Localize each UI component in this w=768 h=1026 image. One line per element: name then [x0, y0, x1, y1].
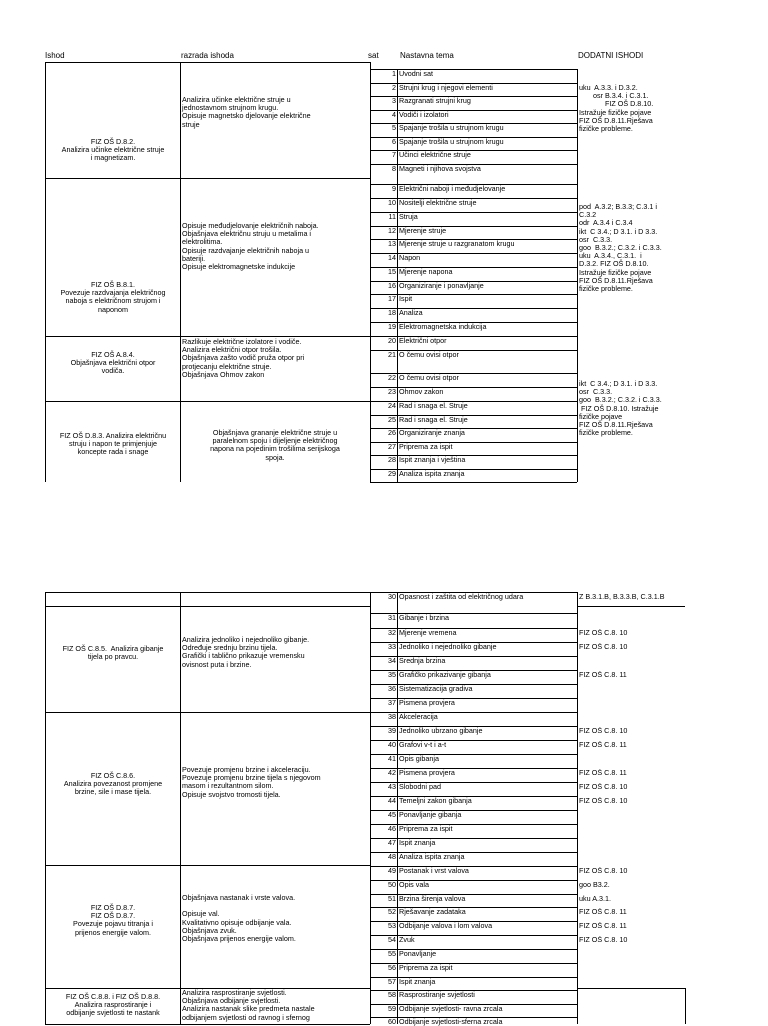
topic-cell: O čemu ovisi otpor	[399, 374, 459, 382]
row-number: 39	[388, 727, 396, 735]
row-number: 27	[388, 443, 396, 451]
topic-cell: Gibanje i brzina	[399, 614, 449, 622]
elaboration-cell: Analizira rasprostiranje svjetlosti. Objašnjava odbijanje svjetlosti. Analizira nastanak slike predmeta nastale odbijanjem svjetlosti od ravnog i sfernog	[182, 988, 315, 1022]
row-number: 29	[388, 470, 396, 478]
topic-cell: Strujni krug i njegovi elementi	[399, 84, 493, 92]
row-number: 23	[388, 388, 396, 396]
row-number: 6	[392, 138, 396, 146]
topic-cell: Opis vala	[399, 881, 429, 889]
row-number: 46	[388, 825, 396, 833]
topic-cell: Nositelji električne struje	[399, 199, 477, 207]
row-number: 56	[388, 964, 396, 972]
grid-line	[45, 62, 370, 63]
topic-cell: Organiziranje i ponavljanje	[399, 282, 484, 290]
row-number: 15	[388, 268, 396, 276]
row-number: 60	[388, 1018, 396, 1026]
topic-cell: Odbijanje svjetlosti-sferna zrcala	[399, 1018, 503, 1026]
row-number: 31	[388, 614, 396, 622]
additional-outcome: FIZ OŠ C.8. 10	[579, 643, 628, 651]
topic-cell: Priprema za ispit	[399, 964, 453, 972]
row-number: 35	[388, 671, 396, 679]
header-sat: sat	[368, 51, 379, 60]
additional-outcome: FIZ OŠ C.8. 11	[579, 922, 627, 930]
topic-cell: Razgranati strujni krug	[399, 97, 471, 105]
additional-outcome: uku A.3.1.	[579, 895, 611, 903]
grid-line	[45, 1024, 370, 1025]
grid-line	[577, 592, 578, 1024]
row-number: 34	[388, 657, 396, 665]
topic-cell: Ispit znanja	[399, 839, 436, 847]
row-number: 5	[392, 124, 396, 132]
topic-cell: Opis gibanja	[399, 755, 439, 763]
topic-cell: Pismena provjera	[399, 769, 455, 777]
grid-line	[45, 606, 370, 607]
elaboration-cell: Objašnjava grananje električne struje u paralelnom spoju i dijeljenje električnog napona na pojedinim trošilima serijskoga spoja.	[210, 428, 340, 462]
additional-outcome: FIZ OŠ C.8. 11	[579, 671, 627, 679]
row-number: 13	[388, 240, 396, 248]
topic-cell: Vodiči i izolatori	[399, 111, 449, 119]
outcome-cell: FIZ OŠ C.8.5. Analizira gibanje tijela po pravcu.	[62, 644, 164, 662]
topic-cell: Grafičko prikazivanje gibanja	[399, 671, 491, 679]
additional-outcome: FIZ OŠ C.8. 10	[579, 936, 628, 944]
row-number: 12	[388, 227, 396, 235]
row-number: 24	[388, 402, 396, 410]
topic-cell: Učinci električne struje	[399, 151, 471, 159]
outcome-cell: FIZ OŠ C.8.6. Analizira povezanost promjene brzine, sile i mase tijela.	[63, 771, 163, 797]
topic-cell: Električni naboji i međudjelovanje	[399, 185, 506, 193]
row-number: 21	[388, 351, 396, 359]
row-number: 3	[392, 97, 396, 105]
topic-cell: Opasnost i zaštita od električnog udara	[399, 593, 524, 601]
topic-cell: Ispit znanja i vještina	[399, 456, 466, 464]
row-number: 28	[388, 456, 396, 464]
topic-cell: Pismena provjera	[399, 699, 455, 707]
header-tema: Nastavna tema	[400, 51, 454, 60]
row-number: 1	[392, 70, 396, 78]
row-number: 20	[388, 337, 396, 345]
row-number: 41	[388, 755, 396, 763]
topic-cell: Magneti i njihova svojstva	[399, 165, 481, 173]
topic-cell: Spajanje trošila u strujnom krugu	[399, 138, 504, 146]
row-number: 51	[388, 895, 396, 903]
grid-line	[45, 401, 370, 402]
topic-cell: Zvuk	[399, 936, 415, 944]
elaboration-cell: Povezuje promjenu brzine i akceleraciju. Povezuje promjenu brzine tijela s njegovom masom i rezultantnom silom. Opisuje svojstvo tromosti tijela.	[182, 765, 321, 799]
topic-cell: Brzina širenja valova	[399, 895, 466, 903]
elaboration-cell: Opisuje međudjelovanje električnih naboja. Objašnjava električnu struju u metalima i elektrolitima. Opisuje razdvajanje električnih naboja u bateriji. Opisuje elektromagnetske indukcije	[182, 221, 319, 272]
row-number: 8	[392, 165, 396, 173]
row-number: 18	[388, 309, 396, 317]
topic-cell: Akceleracija	[399, 713, 438, 721]
topic-cell: Jednoliko i nejednoliko gibanje	[399, 643, 497, 651]
row-number: 22	[388, 374, 396, 382]
topic-cell: Organiziranje znanja	[399, 429, 465, 437]
topic-cell: Priprema za ispit	[399, 825, 453, 833]
row-number: 55	[388, 950, 396, 958]
additional-outcome: goo B3.2.	[579, 881, 610, 889]
additional-outcome: FIZ OŠ C.8. 11	[579, 908, 627, 916]
topic-cell: O čemu ovisi otpor	[399, 351, 459, 359]
topic-cell: Odbijanje valova i lom valova	[399, 922, 493, 930]
additional-outcome: FIZ OŠ C.8. 11	[579, 741, 627, 749]
header-ishod: Ishod	[45, 51, 65, 60]
row-number: 19	[388, 323, 396, 331]
row-number: 10	[388, 199, 396, 207]
topic-cell: Jednoliko ubrzano gibanje	[399, 727, 483, 735]
topic-cell: Struja	[399, 213, 418, 221]
grid-line	[397, 69, 398, 482]
row-number: 37	[388, 699, 396, 707]
row-number: 58	[388, 991, 396, 999]
grid-line	[577, 988, 685, 989]
row-number: 42	[388, 769, 396, 777]
additional-outcomes: ikt C 3.4.; D 3.1. i D 3.3. osr C.3.3. goo B.3.2.; C.3.2. i C.3.3. FIZ OŠ D.8.10. Istražuje fizičke pojave FIZ OŠ D.8.11.Rješava fizičke probleme.	[579, 379, 662, 438]
row-number: 30	[388, 593, 396, 601]
row-number: 59	[388, 1005, 396, 1013]
topic-cell: Analiza ispita znanja	[399, 853, 465, 861]
row-number: 40	[388, 741, 396, 749]
topic-cell: Električni otpor	[399, 337, 447, 345]
grid-line	[577, 69, 578, 482]
grid-line	[180, 592, 181, 1024]
additional-outcome: FIZ OŠ C.8. 10	[579, 783, 628, 791]
elaboration-cell: Analizira učinke električne struje u jednostavnom strujnom krugu. Opisuje magnetsko djelovanje električne struje	[182, 95, 311, 129]
grid-line	[180, 62, 181, 482]
topic-cell: Mjerenje vremena	[399, 629, 457, 637]
topic-cell: Rad i snaga el. Struje	[399, 416, 468, 424]
topic-cell: Postanak i vrst valova	[399, 867, 469, 875]
row-number: 4	[392, 111, 396, 119]
elaboration-cell: Razlikuje električne izolatore i vodiče. Analizira električni otpor trošila. Objašnjava zašto vodič pruža otpor pri protjecanju električne struje. Objašnjava Ohmov zakon	[182, 337, 305, 379]
grid-line	[45, 592, 370, 593]
additional-outcome: FIZ OŠ C.8. 10	[579, 867, 628, 875]
row-number: 11	[388, 213, 396, 221]
grid-line	[45, 62, 46, 482]
row-number: 57	[388, 978, 396, 986]
grid-line	[45, 178, 370, 179]
row-number: 50	[388, 881, 396, 889]
row-number: 16	[388, 282, 396, 290]
topic-cell: Ispit	[399, 295, 413, 303]
topic-cell: Rad i snaga el. Struje	[399, 402, 468, 410]
topic-cell: Spajanje trošila u strujnom krugu	[399, 124, 504, 132]
topic-cell: Ohmov zakon	[399, 388, 444, 396]
additional-outcome: FIZ OŠ C.8. 11	[579, 769, 627, 777]
topic-cell: Mjerenje struje	[399, 227, 447, 235]
topic-cell: Analiza ispita znanja	[399, 470, 465, 478]
header-razrada: razrada ishoda	[181, 51, 234, 60]
row-number: 52	[388, 908, 396, 916]
row-number: 26	[388, 429, 396, 437]
row-number: 44	[388, 797, 396, 805]
row-number: 38	[388, 713, 396, 721]
topic-cell: Uvodni sat	[399, 70, 433, 78]
row-number: 32	[388, 629, 396, 637]
row-number: 43	[388, 783, 396, 791]
topic-cell: Analiza	[399, 309, 423, 317]
grid-line	[685, 988, 686, 1024]
grid-line	[45, 592, 46, 1024]
outcome-cell: FIZ OŠ A.8.4. Objašnjava električni otpor vodiča.	[70, 350, 156, 376]
topic-cell: Odbijanje svjetlosti- ravna zrcala	[399, 1005, 503, 1013]
topic-cell: Ponavljanje	[399, 950, 437, 958]
row-number: 54	[388, 936, 396, 944]
topic-cell: Mjerenje struje u razgranatom krugu	[399, 240, 515, 248]
grid-line	[577, 606, 685, 607]
row-number: 49	[388, 867, 396, 875]
additional-outcomes: uku A.3.3. i D.3.2. osr B.3.4. i C.3.1. FIZ OŠ D.8.10. Istražuje fizičke pojave FIZ OŠ D.8.11.Rješava fizičke probleme.	[579, 83, 654, 134]
header-dodatni: DODATNI ISHODI	[578, 51, 644, 60]
outcome-cell: FIZ OŠ C.8.8. i FIZ OŠ D.8.8. Analizira rasprostiranje i odbijanje svjetlosti te nastank	[65, 992, 161, 1018]
grid-line	[370, 482, 577, 483]
topic-cell: Rješavanje zadataka	[399, 908, 466, 916]
additional-outcomes: pod A.3.2; B.3.3; C.3.1 i C.3.2 odr A.3.4 i C.3.4 ikt C 3.4.; D 3.1. i D 3.3. osr C.3.3. goo B.3.2.; C.3.2. i C.3.3. uku A.3.4., C.3.1. i D.3.2. FIZ OŠ D.8.10. Istražuje fizičke pojave FIZ OŠ D.8.11.Rješava fizičke probleme.	[579, 202, 662, 294]
topic-cell: Slobodni pad	[399, 783, 441, 791]
row-number: 45	[388, 811, 396, 819]
grid-line	[45, 712, 370, 713]
topic-cell: Ispit znanja	[399, 978, 436, 986]
row-number: 17	[388, 295, 396, 303]
row-number: 2	[392, 84, 396, 92]
row-number: 7	[392, 151, 396, 159]
row-number: 25	[388, 416, 396, 424]
row-number: 33	[388, 643, 396, 651]
grid-line	[45, 865, 370, 866]
topic-cell: Ponavljanje gibanja	[399, 811, 462, 819]
outcome-cell: FIZ OŠ B.8.1. Povezuje razdvajanja električnog naboja s električnom strujom i naponom	[60, 280, 166, 314]
topic-cell: Grafovi v-t i a-t	[399, 741, 447, 749]
topic-cell: Elektromagnetska indukcija	[399, 323, 487, 331]
topic-cell: Mjerenje napona	[399, 268, 453, 276]
topic-cell: Priprema za ispit	[399, 443, 453, 451]
topic-cell: Sistematizacija gradiva	[399, 685, 473, 693]
row-number: 53	[388, 922, 396, 930]
row-number: 47	[388, 839, 396, 847]
outcome-cell: FIZ OŠ D.8.7. FIZ OŠ D.8.7. Povezuje pojavu titranja i prijenos energije valom.	[73, 903, 153, 937]
row-number: 48	[388, 853, 396, 861]
elaboration-cell: Objašnjava nastanak i vrste valova. Opisuje val. Kvalitativno opisuje odbijanje vala. Objašnjava zvuk. Objašnjava prijenos energije valom.	[182, 893, 296, 944]
outcome-cell: FIZ OŠ D.8.3. Analizira električnu struju i napon te primjenjuje koncepte rada i snage	[59, 431, 167, 457]
topic-cell: Rasprostiranje svjetlosti	[399, 991, 475, 999]
elaboration-cell: Analizira jednoliko i nejednoliko gibanje. Određuje srednju brzinu tijela. Grafički i tablično prikazuje vremensku ovisnost puta i brzine.	[182, 635, 310, 669]
additional-outcome: FIZ OŠ C.8. 10	[579, 727, 628, 735]
row-number: 36	[388, 685, 396, 693]
additional-outcome: Z B.3.1.B, B.3.3.B, C.3.1.B	[579, 593, 665, 601]
row-number: 9	[392, 185, 396, 193]
outcome-cell: FIZ OŠ D.8.2. Analizira učinke električne struje i magnetizam.	[61, 137, 165, 163]
topic-cell: Napon	[399, 254, 421, 262]
additional-outcome: FIZ OŠ C.8. 10	[579, 797, 628, 805]
topic-cell: Srednja brzina	[399, 657, 446, 665]
topic-cell: Temeljni zakon gibanja	[399, 797, 472, 805]
additional-outcome: FIZ OŠ C.8. 10	[579, 629, 628, 637]
row-number: 14	[388, 254, 396, 262]
